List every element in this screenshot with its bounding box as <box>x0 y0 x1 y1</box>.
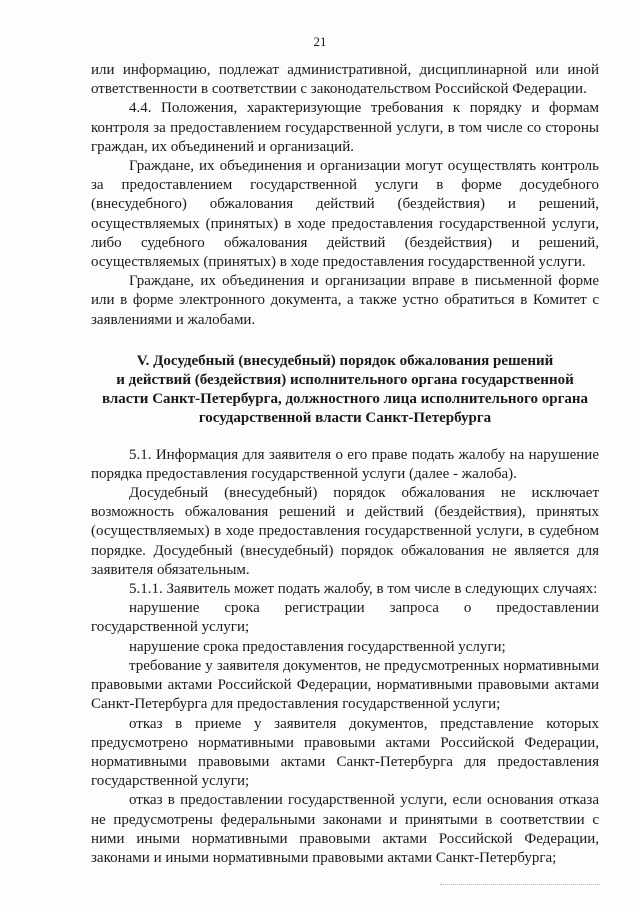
paragraph: или информацию, подлежат административной, дисциплинарной или иной ответственности в соответствии с законодательством Российской Федерации. <box>91 62 599 98</box>
section-heading-line: государственной власти Санкт-Петербурга <box>198 410 492 427</box>
paragraph: Досудебный (внесудебный) порядок обжалования не исключает возможность обжалования решений и действий (бездействия), принятых (осуществляемых) в ходе предоставления государственной услуги, в судебном порядке. Досудебный (внесудебный) порядок обжалования не является для заявителя обязательным. <box>91 485 599 578</box>
paragraph: 5.1.1. Заявитель может подать жалобу, в том числе в следующих случаях: <box>129 581 598 598</box>
list-item: отказ в предоставлении государственной услуги, если основания отказа не предусмотрены федеральными законами и принятыми в соответствии с ними иными нормативными правовыми актами Российской Федерации, законами и иными нормативными правовыми актами Санкт-Петербурга; <box>91 792 599 866</box>
paragraph: 4.4. Положения, характеризующие требования к порядку и формам контроля за предоставлением государственной услуги, в том числе со стороны граждан, их объединений и организаций. <box>91 100 599 155</box>
section-heading-line: V. Досудебный (внесудебный) порядок обжалования решений <box>136 352 554 369</box>
document-body <box>91 61 599 868</box>
section-heading <box>91 352 599 429</box>
list-item: отказ в приеме у заявителя документов, представление которых предусмотрено нормативными правовыми актами Российской Федерации, нормативными правовыми актами Санкт-Петербурга для предоставления государственной услуги; <box>91 715 599 790</box>
paragraph: Граждане, их объединения и организации вправе в письменной форме или в форме электронного документа, а также устно обратиться в Комитет с заявлениями и жалобами. <box>91 273 599 328</box>
list-item: требование у заявителя документов, не предусмотренных нормативными правовыми актами Российской Федерации, нормативными правовыми актами Санкт-Петербурга для предоставления государственной услуги; <box>91 657 599 713</box>
section-heading-line: власти Санкт-Петербурга, должностного лица исполнительного органа <box>101 391 589 408</box>
paragraph: Граждане, их объединения и организации могут осуществлять контроль за предоставлением государственной услуги в форме досудебного (внесудебного) обжалования действий (бездействия) и решений, осуществляемых (принятых) в ходе предоставления государственной услуги, либо судебного обжалования действий (бездействия) и решений, осуществляемых (принятых) в ходе предоставления государственной услуги. <box>91 158 599 271</box>
list-item: нарушение срока регистрации запроса о предоставлении государственной услуги; <box>91 600 599 636</box>
paragraph: 5.1. Информация для заявителя о его праве подать жалобу на нарушение порядка предоставления государственной услуги (далее - жалоба). <box>91 446 599 482</box>
list-item: нарушение срока предоставления государственной услуги; <box>129 638 506 655</box>
section-heading-line: и действий (бездействия) исполнительного органа государственной <box>116 372 574 389</box>
page-number: 21 <box>313 34 327 49</box>
scan-artifact <box>440 884 600 886</box>
